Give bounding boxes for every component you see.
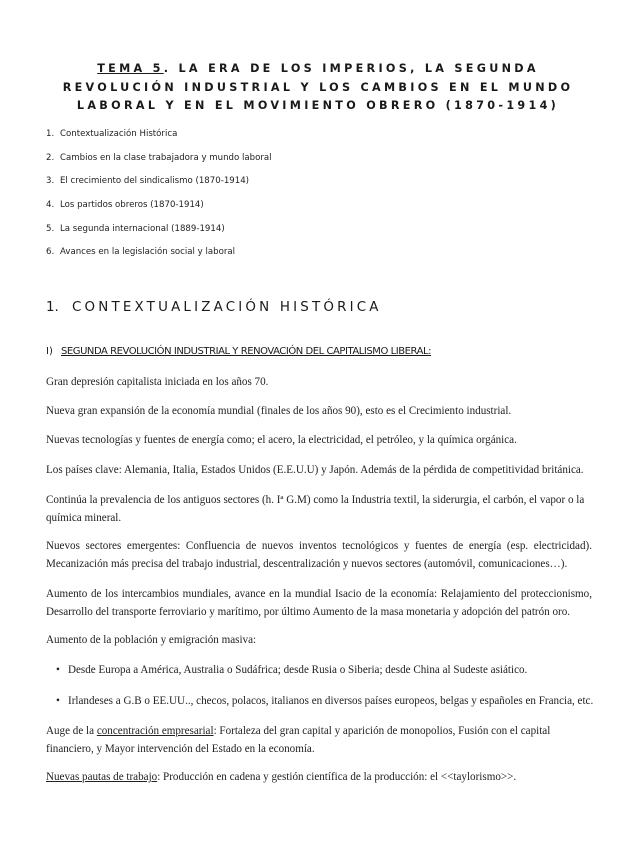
toc-item-number: 2.	[46, 152, 55, 163]
section-title: CONTEXTUALIZACIÓN HISTÓRICA	[72, 300, 382, 315]
section-number: 1.	[46, 300, 59, 315]
toc-item-number: 5.	[46, 223, 55, 234]
bullet-icon: •	[56, 695, 60, 707]
paragraph-text: : Producción en cadena y gestión científica de la producción: el <<taylorismo>>.	[157, 771, 517, 783]
title-tema-label: TEMA 5	[97, 62, 164, 75]
paragraph: Aumento de la población y emigración masiva:	[46, 634, 257, 646]
list-item-text: Desde Europa a América, Australia o Sudáfrica; desde Rusia o Siberia; desde China al Sudeste asiático.	[68, 664, 528, 676]
toc-item-label: Contextualización Histórica	[60, 129, 178, 139]
paragraph-text: Auge de la	[46, 725, 97, 737]
table-of-contents	[46, 127, 272, 269]
toc-item-number: 4.	[46, 200, 55, 211]
toc-item-label: Los partidos obreros (1870-1914)	[60, 200, 204, 211]
paragraph	[46, 768, 592, 786]
underlined-term: concentración empresarial	[96, 725, 214, 737]
toc-item-number: 1.	[46, 129, 55, 139]
toc-item-label: La segunda internacional (1889-1914)	[60, 223, 225, 234]
underlined-term: Nuevas pautas de trabajo	[46, 771, 158, 783]
toc-item-label: Cambios en la clase trabajadora y mundo laboral	[60, 152, 272, 163]
paragraph: Nuevos sectores emergentes: Confluencia de nuevos inventos tecnológicos y fuentes de energía (esp. electricidad). Mecanización más precisa del trabajo industrial, descentralización y nuevos sectores (automóvil, comunicaciones…).	[46, 540, 592, 570]
bullet-icon: •	[56, 664, 60, 676]
subsection-title: SEGUNDA REVOLUCIÓN INDUSTRIAL Y RENOVACIÓN DEL CAPITALISMO LIBERAL:	[61, 346, 432, 357]
toc-item-number: 6.	[46, 247, 55, 258]
toc-item-label: Avances en la legislación social y laboral	[60, 247, 236, 258]
document-title	[60, 60, 576, 116]
toc-item	[46, 222, 272, 246]
toc-item	[46, 127, 272, 151]
subsection-number: I)	[46, 346, 53, 357]
paragraph: Nuevas tecnologías y fuentes de energía como; el acero, la electricidad, el petróleo, y la química orgánica.	[46, 434, 517, 446]
section-heading	[46, 300, 382, 315]
list-item-text: Irlandeses a G.B o EE.UU.., checos, polacos, italianos en diversos países europeos, belgas y españoles en Francia, etc.	[68, 695, 594, 707]
toc-item	[46, 174, 272, 198]
toc-item-number: 3.	[46, 176, 55, 187]
paragraph	[46, 722, 592, 758]
toc-item-label: El crecimiento del sindicalismo (1870-1914)	[60, 176, 250, 187]
paragraph: Aumento de los intercambios mundiales, avance en la mundial Isacio de la economía: Relajamiento del proteccionismo, Desarrollo del transporte ferroviario y marítimo, por último Aumento de la masa monetaria y adopción del patrón oro.	[46, 588, 592, 618]
paragraph: Gran depresión capitalista iniciada en los años 70.	[46, 376, 269, 388]
toc-item	[46, 245, 272, 269]
subsection-heading	[46, 346, 431, 357]
paragraph: Nueva gran expansión de la economía mundial (finales de los años 90), esto es el Crecimiento industrial.	[46, 405, 512, 417]
toc-item	[46, 198, 272, 222]
toc-item	[46, 151, 272, 175]
title-text: . LA ERA DE LOS IMPERIOS, LA SEGUNDA REVOLUCIÓN INDUSTRIAL Y LOS CAMBIOS EN EL MUNDO LABORAL Y EN EL MOVIMIENTO OBRERO (1870-1914)	[62, 62, 574, 112]
paragraph: Continúa la prevalencia de los antiguos sectores (h. Iª G.M) como la Industria textil, la siderurgia, el carbón, el vapor o la química mineral.	[46, 494, 585, 524]
paragraph: Los países clave: Alemania, Italia, Estados Unidos (E.E.U.U) y Japón. Además de la pérdida de competitividad británica.	[46, 464, 584, 476]
paragraph-text: : Fortaleza del gran capital y aparición de monopolios, Fusión con el capital financiero, y Mayor intervención del Estado en la economía.	[46, 725, 551, 755]
